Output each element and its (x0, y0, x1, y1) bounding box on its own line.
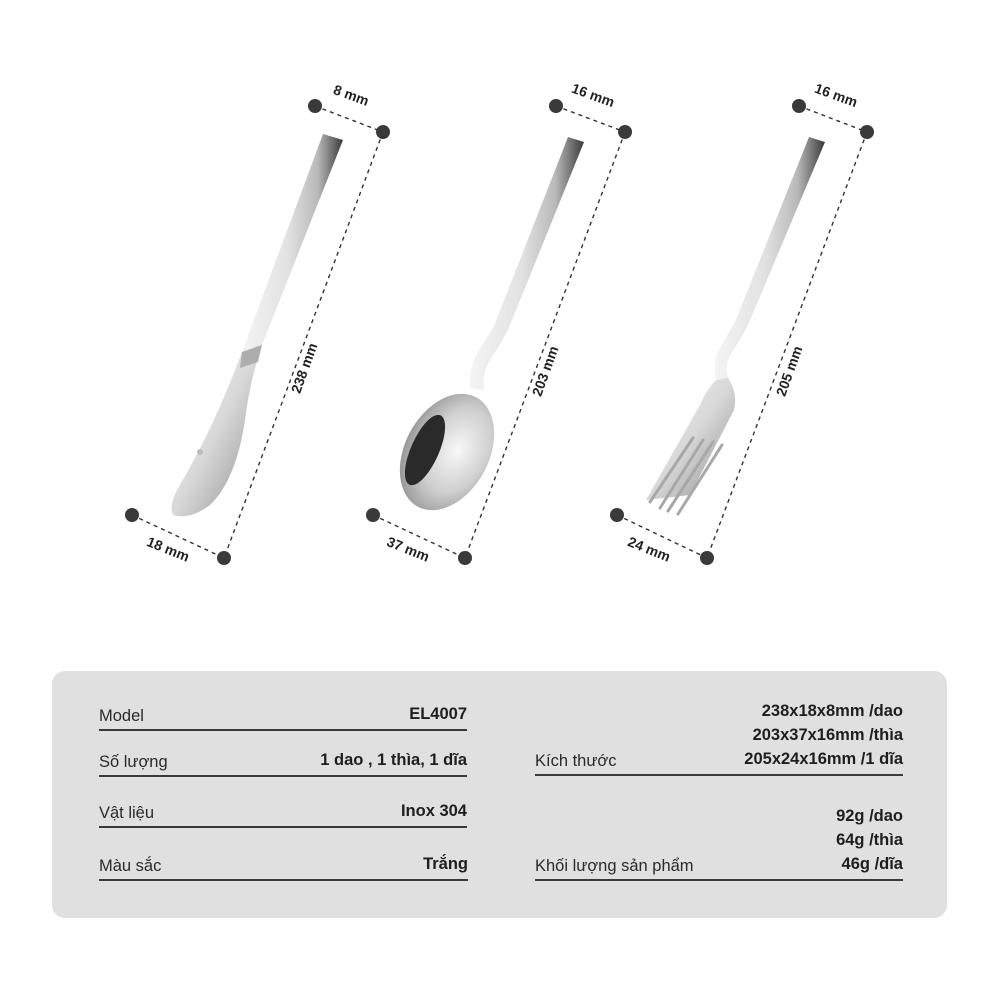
spec-row-material (99, 795, 467, 828)
spec-value-list (836, 804, 903, 879)
spec-value: 92g /dao (836, 807, 903, 825)
fork-icon (646, 137, 825, 514)
spec-value: Inox 304 (400, 802, 467, 820)
spec-label: Màu sắc (99, 857, 162, 875)
spec-value: Trắng (423, 855, 468, 873)
spoon-top-width-label: 16 mm (569, 79, 617, 111)
spec-value: 64g /thìa (836, 831, 903, 849)
spec-value: 203x37x16mm /thìa (752, 726, 903, 744)
spec-label: Model (99, 707, 144, 725)
knife-bottom-width-label: 18 mm (144, 533, 192, 565)
spec-panel (52, 671, 947, 918)
fork-bottom-width-label: 24 mm (625, 533, 673, 565)
fork-length-label: 205 mm (772, 343, 806, 399)
spec-label: Khối lượng sản phẩm (535, 857, 694, 875)
knife-icon (172, 134, 343, 516)
spec-label: Vật liệu (99, 804, 155, 822)
spec-value: 238x18x8mm /dao (761, 702, 903, 720)
spec-label: Kích thước (535, 752, 617, 770)
spec-value-list (744, 699, 903, 774)
spec-value: EL4007 (409, 705, 467, 723)
spec-row-model (99, 699, 467, 731)
spoon-length-label: 203 mm (528, 343, 562, 399)
fork-top-width-label: 16 mm (812, 79, 860, 111)
spec-label: Số lượng (99, 753, 168, 771)
spec-row-color (99, 844, 468, 881)
knife-top-width-label: 8 mm (331, 81, 372, 109)
spec-row-quantity (99, 745, 467, 777)
knife-length-label: 238 mm (287, 340, 321, 396)
spec-row-weight (535, 795, 903, 881)
spec-value: 1 dao , 1 thìa, 1 dĩa (320, 751, 467, 769)
spoon-icon (381, 137, 584, 526)
spec-value: 205x24x16mm /1 dĩa (744, 750, 903, 768)
spoon-bottom-width-label: 37 mm (384, 533, 432, 565)
spec-value: 46g /dĩa (841, 855, 903, 873)
spec-row-dimensions (535, 695, 903, 776)
